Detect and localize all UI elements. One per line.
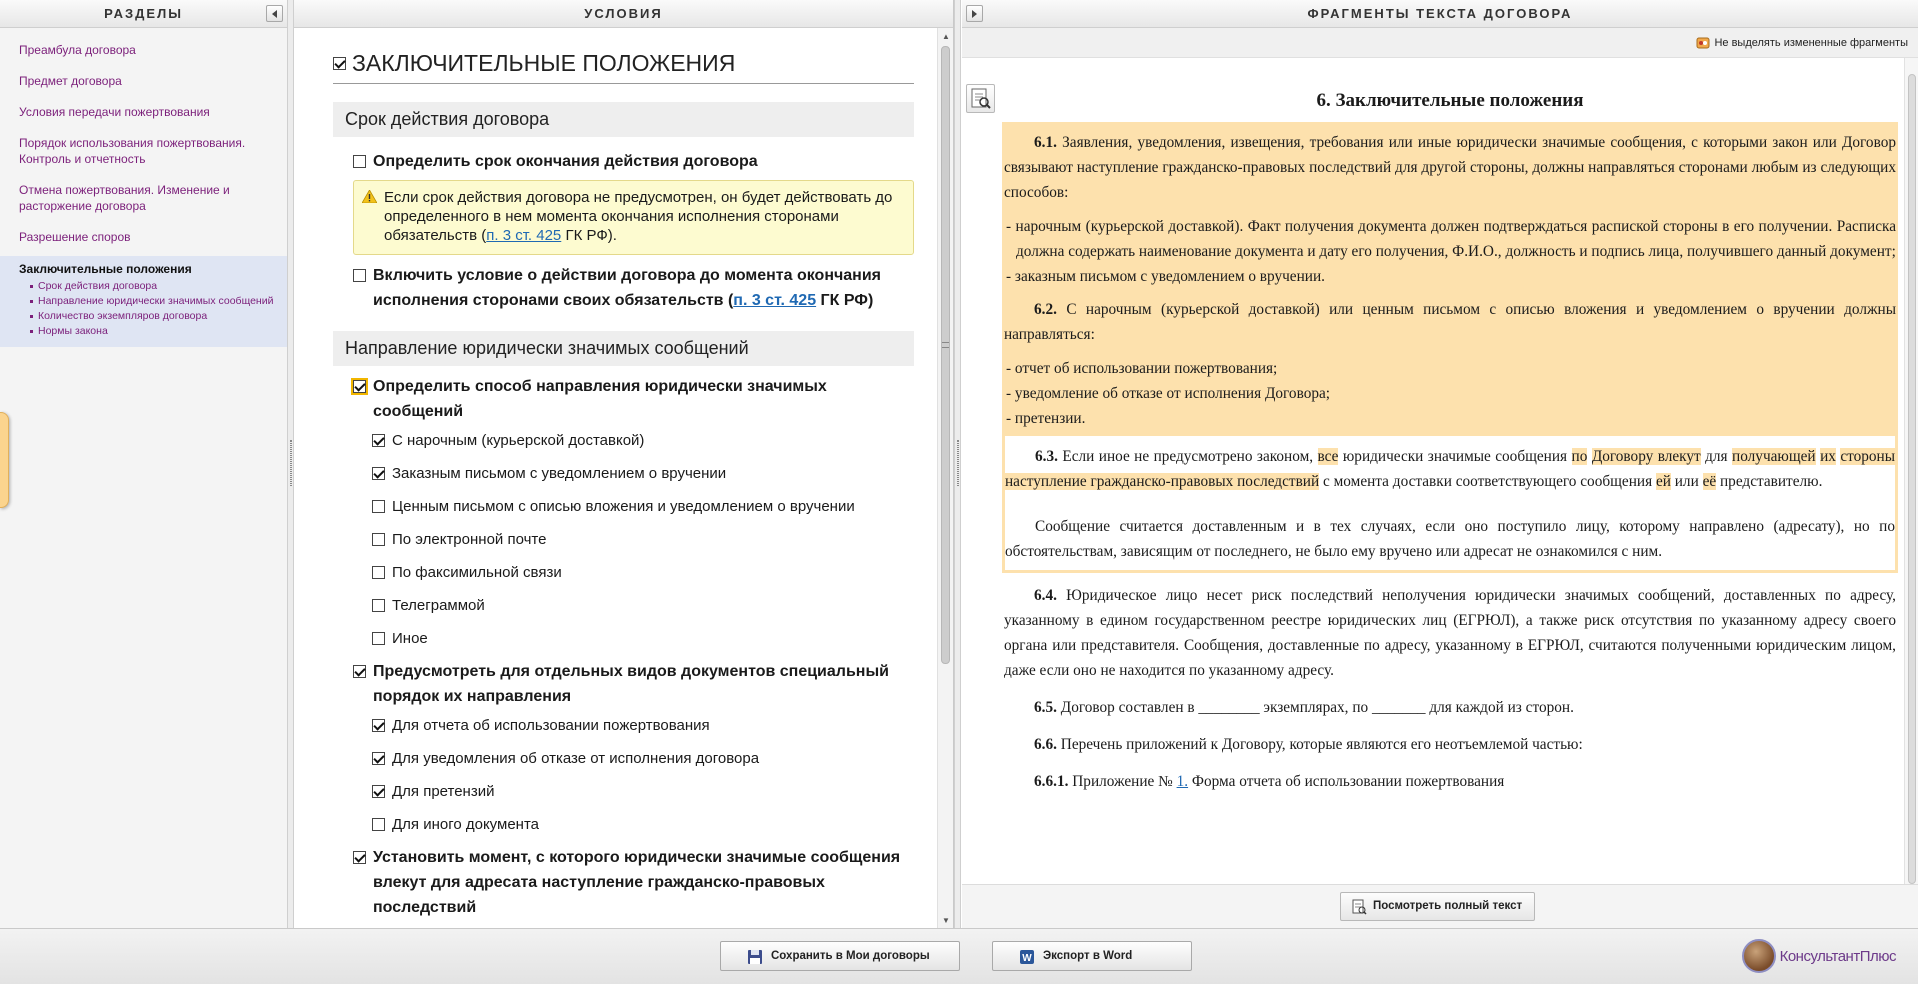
document-search-icon [967, 85, 994, 112]
svg-text:W: W [1022, 953, 1032, 964]
checkbox[interactable] [372, 467, 385, 480]
option-label: Включить условие о действии договора до момента окончания исполнения сторонами своих обязательств (п. 3 ст. 425 ГК РФ) [373, 267, 881, 309]
sub-option[interactable] [372, 457, 914, 490]
methods-list [333, 424, 914, 655]
option-label: Предусмотреть для отдельных видов документов специальный порядок их направления [373, 663, 889, 705]
sub-option-label: По электронной почте [392, 531, 547, 548]
checkbox[interactable] [372, 818, 385, 831]
sub-option-label: Для иного документа [392, 816, 539, 833]
sub-option[interactable] [372, 808, 914, 841]
clause-6-2-item: - претензии. [1006, 410, 1086, 427]
section-link-usage-order[interactable]: Порядок использования пожертвования. Контроль и отчетность [19, 136, 246, 166]
checkbox[interactable] [372, 752, 385, 765]
splitter-grip [290, 440, 292, 486]
footer-bar [0, 928, 1918, 984]
clause-block-outlined [1002, 433, 1898, 573]
contract-toolbar [962, 28, 1918, 58]
term-heading: Срок действия договора [333, 102, 914, 137]
messages-heading: Направление юридически значимых сообщений [333, 331, 914, 366]
chevron-right-icon [971, 10, 978, 18]
sub-option-label: Для уведомления об отказе от исполнения договора [392, 750, 760, 767]
checkbox[interactable] [372, 785, 385, 798]
consultant-logo-icon [1742, 939, 1776, 973]
sub-option[interactable] [372, 775, 914, 808]
clause-6-2-item: - уведомление об отказе от исполнения Договора; [1006, 385, 1331, 402]
clause-6-5: 6.5. Договор составлен в ________ экземплярах, по _______ для каждой из сторон. [1034, 699, 1574, 716]
option-label: Установить момент, с которого юридически значимые сообщения влекут для адресата наступление гражданско-правовых последствий [373, 849, 901, 916]
checkbox[interactable] [372, 719, 385, 732]
conditions-scrollbar[interactable] [937, 28, 953, 928]
checkbox[interactable] [372, 599, 385, 612]
clause-6-6-1: 6.6.1. Приложение № 1. Форма отчета об использовании пожертвования [1034, 773, 1505, 790]
special-docs-list [333, 709, 914, 841]
info-note [353, 180, 914, 255]
brand-logo [1742, 939, 1896, 973]
export-word-button[interactable] [992, 941, 1192, 971]
contract-panel-header [962, 0, 1918, 28]
clause-6-3: 6.3. Если иное не предусмотрено законом, все юридически значимые сообщения по Договору влекут для получающей их стороны наступление гражданско-правовых последствий с момента доставки соответствующего сообщения ей или её представителю. [1005, 448, 1896, 490]
option-law-link[interactable]: п. 3 ст. 425 [733, 292, 817, 309]
document-icon [1351, 899, 1367, 915]
expand-right-button[interactable] [966, 5, 983, 22]
clause-6-3-extra: Сообщение считается доставленным и в тех случаях, если оно поступило лицу, которому направлено (адресату), но по обстоятельствам, зависящим от последнего, не было ему вручено или адресат не ознакомился с ним. [1005, 518, 1895, 560]
option-label: Определить способ направления юридически значимых сообщений [373, 378, 827, 420]
doc-heading: 6. Заключительные положения [1316, 90, 1584, 111]
section-link-subject[interactable]: Предмет договора [19, 74, 122, 88]
collapse-left-button[interactable] [266, 5, 283, 22]
splitter-grip [957, 440, 959, 486]
checkbox[interactable] [353, 665, 366, 678]
word-icon [1019, 949, 1035, 965]
sub-option[interactable] [372, 424, 914, 457]
contract-panel-title: ФРАГМЕНТЫ ТЕКСТА ДОГОВОРА [1307, 6, 1573, 21]
clause-6-1: 6.1. Заявления, уведомления, извещения, требования или иные юридически значимые сообщения, с которыми закон или Договор связывают наступление гражданско-правовых последствий для другой стороны, должны направляться сторонами любым из следующих способов: [1004, 134, 1896, 201]
sub-option[interactable] [372, 709, 914, 742]
highlight-toggle-label: Не выделять измененные фрагменты [1714, 37, 1908, 49]
clause-block-plain [1002, 583, 1898, 794]
checkbox[interactable] [353, 269, 366, 282]
save-to-my-contracts-button[interactable] [720, 941, 960, 971]
note-law-link[interactable]: п. 3 ст. 425 [486, 227, 562, 244]
subitem-law-norms[interactable]: Нормы закона [38, 324, 277, 339]
option-define-end-date[interactable] [353, 149, 914, 174]
sub-option[interactable] [372, 523, 914, 556]
clause-6-6: 6.6. Перечень приложений к Договору, которые являются его неотъемлемой частью: [1034, 736, 1583, 753]
clause-block-highlighted [1002, 122, 1898, 433]
subitem-messages[interactable]: Направление юридически значимых сообщений [38, 294, 277, 309]
highlight-icon [1696, 36, 1710, 50]
document-view-button[interactable] [966, 84, 995, 113]
sub-option-label: С нарочным (курьерской доставкой) [392, 432, 645, 449]
view-full-text-label: Посмотреть полный текст [1373, 900, 1523, 912]
checkbox[interactable] [372, 632, 385, 645]
sub-option[interactable] [372, 556, 914, 589]
sub-option-label: Телеграммой [392, 597, 485, 614]
checkbox[interactable] [372, 434, 385, 447]
clause-6-1-item: - нарочным (курьерской доставкой). Факт получения документа должен подтверждаться распиской стороны в его получении. Расписка должна содержать наименование документа и дату его получения, Ф.И.О., должность и подпись лица, получившего данный документ; [1006, 218, 1896, 260]
sub-option-label: По факсимильной связи [392, 564, 562, 581]
final-provisions-subitems [0, 279, 287, 347]
section-link-preamble[interactable]: Преамбула договора [19, 43, 136, 57]
right-splitter[interactable] [954, 0, 961, 928]
section-link-final-provisions[interactable]: Заключительные положения [0, 256, 287, 279]
highlight-toggle[interactable] [1696, 36, 1908, 50]
note-tail: ГК РФ). [561, 227, 617, 244]
sub-option[interactable] [372, 490, 914, 523]
chevron-left-icon [271, 10, 278, 18]
option-define-method[interactable] [353, 374, 914, 424]
sections-list [0, 28, 287, 347]
clause-6-2: 6.2. С нарочным (курьерской доставкой) или ценным письмом с описью вложения и уведомлением о вручении должны направляться: [1004, 301, 1896, 343]
appendix-link[interactable]: 1. [1176, 773, 1189, 790]
checkbox[interactable] [372, 533, 385, 546]
option-include-condition[interactable] [353, 263, 914, 313]
save-button-label: Сохранить в Мои договоры [771, 950, 930, 962]
section-link-disputes[interactable]: Разрешение споров [19, 230, 131, 244]
checkbox[interactable] [353, 851, 366, 864]
clause-6-1-item: - заказным письмом с уведомлением о вручении. [1006, 268, 1325, 285]
contract-text [1002, 86, 1898, 878]
sub-option[interactable] [372, 742, 914, 775]
checkbox[interactable] [372, 566, 385, 579]
note-text: Если срок действия договора не предусмотрен, он будет действовать до определенного в нем момента окончания исполнения сторонами обязательств ( [384, 189, 893, 244]
option-special-order[interactable] [353, 659, 914, 709]
section-checkbox[interactable] [333, 57, 346, 70]
brand-name: КонсультантПлюс [1779, 947, 1896, 965]
option-label: Определить срок окончания действия договора [373, 153, 758, 170]
conditions-panel-header [294, 0, 953, 28]
sub-option[interactable] [372, 589, 914, 622]
section-link-cancellation[interactable]: Отмена пожертвования. Изменение и расторжение договора [19, 183, 230, 213]
scroll-up-icon[interactable]: ▲ [942, 31, 950, 41]
checkbox[interactable] [353, 380, 366, 393]
sections-panel-header [0, 0, 287, 28]
subitem-term[interactable]: Срок действия договора [38, 279, 277, 294]
thumb-grip [942, 342, 949, 348]
floppy-disk-icon [747, 949, 763, 965]
sections-panel-title: РАЗДЕЛЫ [104, 6, 183, 21]
contract-scrollbar[interactable] [1904, 58, 1918, 888]
clause-6-4: 6.4. Юридическое лицо несет риск последствий неполучения юридически значимых сообщений, доставленных по адресу, указанному в едином государственном реестре юридических лиц (ЕГРЮЛ), а также риск отсутствия по указанному адресу своего органа или представителя. Сообщения, доставленные по адресу, указанному в ЕГРЮЛ, считаются полученными юридическим лицом, даже если оно не находится по указанному адресу. [1004, 587, 1896, 679]
warning-icon [362, 190, 377, 203]
sub-option-label: Для претензий [392, 783, 495, 800]
sections-panel [0, 0, 288, 928]
sub-option[interactable] [372, 622, 914, 655]
clause-6-2-item: - отчет об использовании пожертвования; [1006, 360, 1278, 377]
section-title-text: ЗАКЛЮЧИТЕЛЬНЫЕ ПОЛОЖЕНИЯ [352, 50, 736, 76]
view-full-text-button[interactable] [1340, 892, 1535, 921]
checkbox[interactable] [353, 155, 366, 168]
export-button-label: Экспорт в Word [1043, 950, 1133, 962]
sub-option-label: Ценным письмом с описью вложения и уведомлением о вручении [392, 498, 855, 515]
conditions-panel-title: УСЛОВИЯ [584, 6, 663, 21]
scroll-down-icon[interactable]: ▼ [942, 915, 950, 925]
sub-option-label: Иное [392, 630, 428, 647]
conditions-panel [294, 0, 954, 928]
side-pull-tab[interactable] [0, 412, 9, 508]
checkbox[interactable] [372, 500, 385, 513]
option-set-moment[interactable] [353, 845, 914, 920]
conditions-content [294, 28, 934, 928]
sub-option-label: Заказным письмом с уведомлением о вручении [392, 465, 727, 482]
final-provisions-title [333, 50, 914, 84]
scrollbar-thumb[interactable] [941, 46, 950, 664]
scrollbar-thumb[interactable] [1908, 74, 1916, 884]
subitem-copies[interactable]: Количество экземпляров договора [38, 309, 277, 324]
section-link-transfer-terms[interactable]: Условия передачи пожертвования [19, 105, 210, 119]
left-splitter[interactable] [287, 0, 294, 928]
contract-text-panel [962, 0, 1918, 928]
sub-option-label: Для отчета об использовании пожертвования [392, 717, 710, 734]
